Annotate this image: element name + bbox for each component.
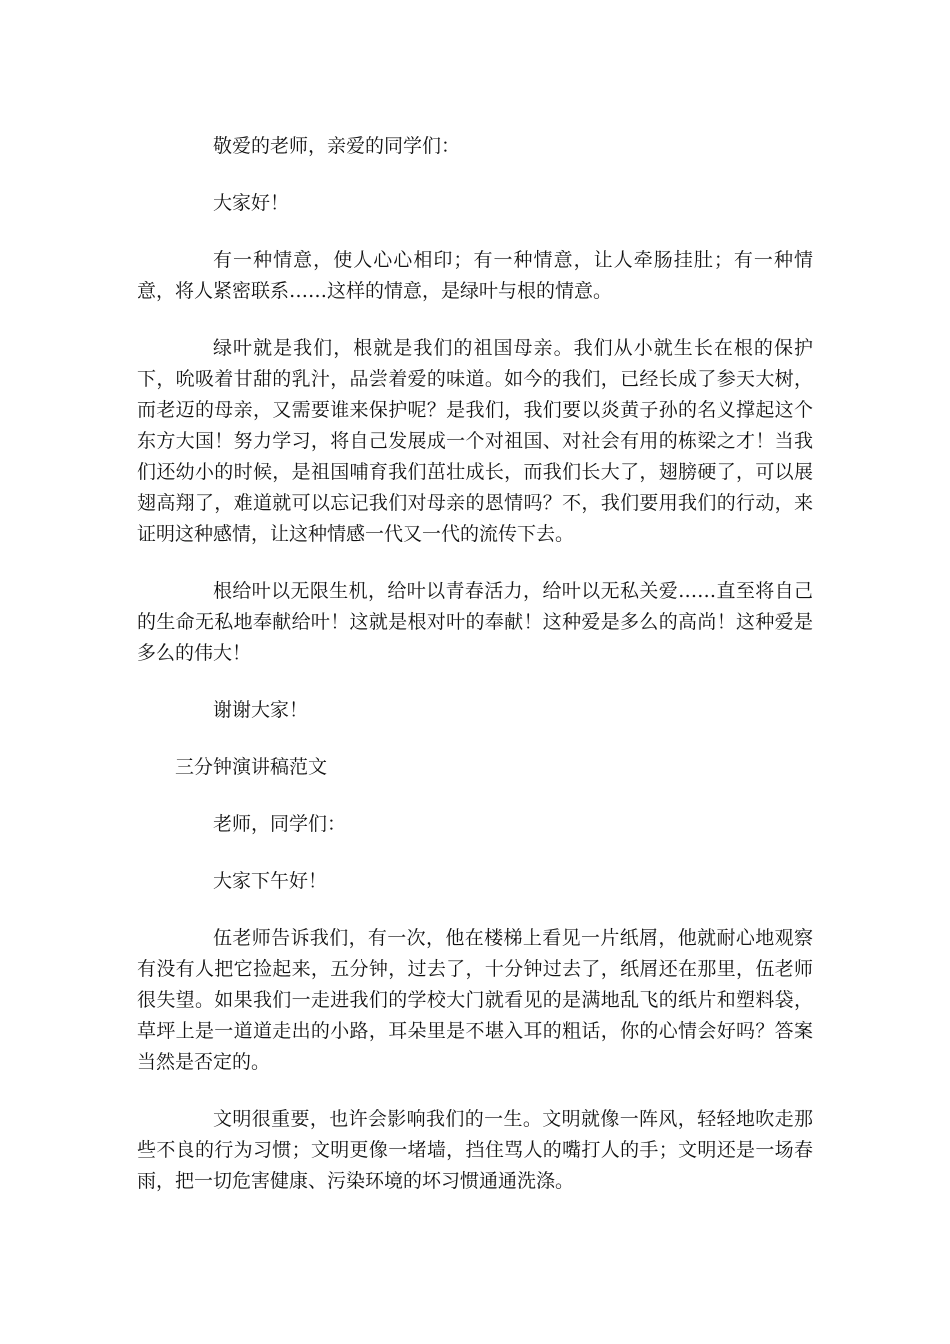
- body-paragraph: 根给叶以无限生机，给叶以青春活力，给叶以无私关爱……直至将自己的生命无私地奉献给叶！这就是根对叶的奉献！这种爱是多么的高尚！这种爱是多么的伟大！: [137, 580, 813, 664]
- greeting-paragraph: 大家下午好！: [213, 870, 328, 892]
- salutation-paragraph: 老师，同学们：: [213, 813, 347, 835]
- body-paragraph: 绿叶就是我们，根就是我们的祖国母亲。我们从小就生长在根的保护下，吮吸着甘甜的乳汁，品尝着爱的味道。如今的我们，已经长成了参天大树，而老迈的母亲，又需要谁来保护呢？是我们，我们要以炎黄子孙的名义撑起这个东方大国！努力学习，将自己发展成一个对祖国、对社会有用的栋梁之才！当我们还幼小的时候，是祖国哺育我们茁壮成长，而我们长大了，翅膀硬了，可以展翅高翔了，难道就可以忘记我们对母亲的恩情吗？不，我们要用我们的行动，来证明这种感情，让这种情感一代又一代的流传下去。: [137, 337, 813, 545]
- section-heading: 三分钟演讲稿范文: [175, 756, 328, 778]
- salutation-paragraph: 敬爱的老师，亲爱的同学们：: [213, 135, 461, 157]
- document-body: [137, 131, 813, 1223]
- closing-paragraph: 谢谢大家！: [213, 699, 309, 721]
- body-paragraph: 有一种情意，使人心心相印；有一种情意，让人牵肠挂肚；有一种情意，将人紧密联系……这样的情意，是绿叶与根的情意。: [137, 249, 813, 302]
- body-paragraph: 伍老师告诉我们，有一次，他在楼梯上看见一片纸屑，他就耐心地观察有没有人把它捡起来，五分钟，过去了，十分钟过去了，纸屑还在那里，伍老师很失望。如果我们一走进我们的学校大门就看见的是满地乱飞的纸片和塑料袋，草坪上是一道道走出的小路，耳朵里是不堪入耳的粗话，你的心情会好吗？答案当然是否定的。: [137, 927, 813, 1073]
- body-paragraph: 文明很重要，也许会影响我们的一生。文明就像一阵风，轻轻地吹走那些不良的行为习惯；文明更像一堵墙，挡住骂人的嘴打人的手；文明还是一场春雨，把一切危害健康、污染环境的坏习惯通通洗涤。: [137, 1108, 813, 1192]
- greeting-paragraph: 大家好！: [213, 192, 290, 214]
